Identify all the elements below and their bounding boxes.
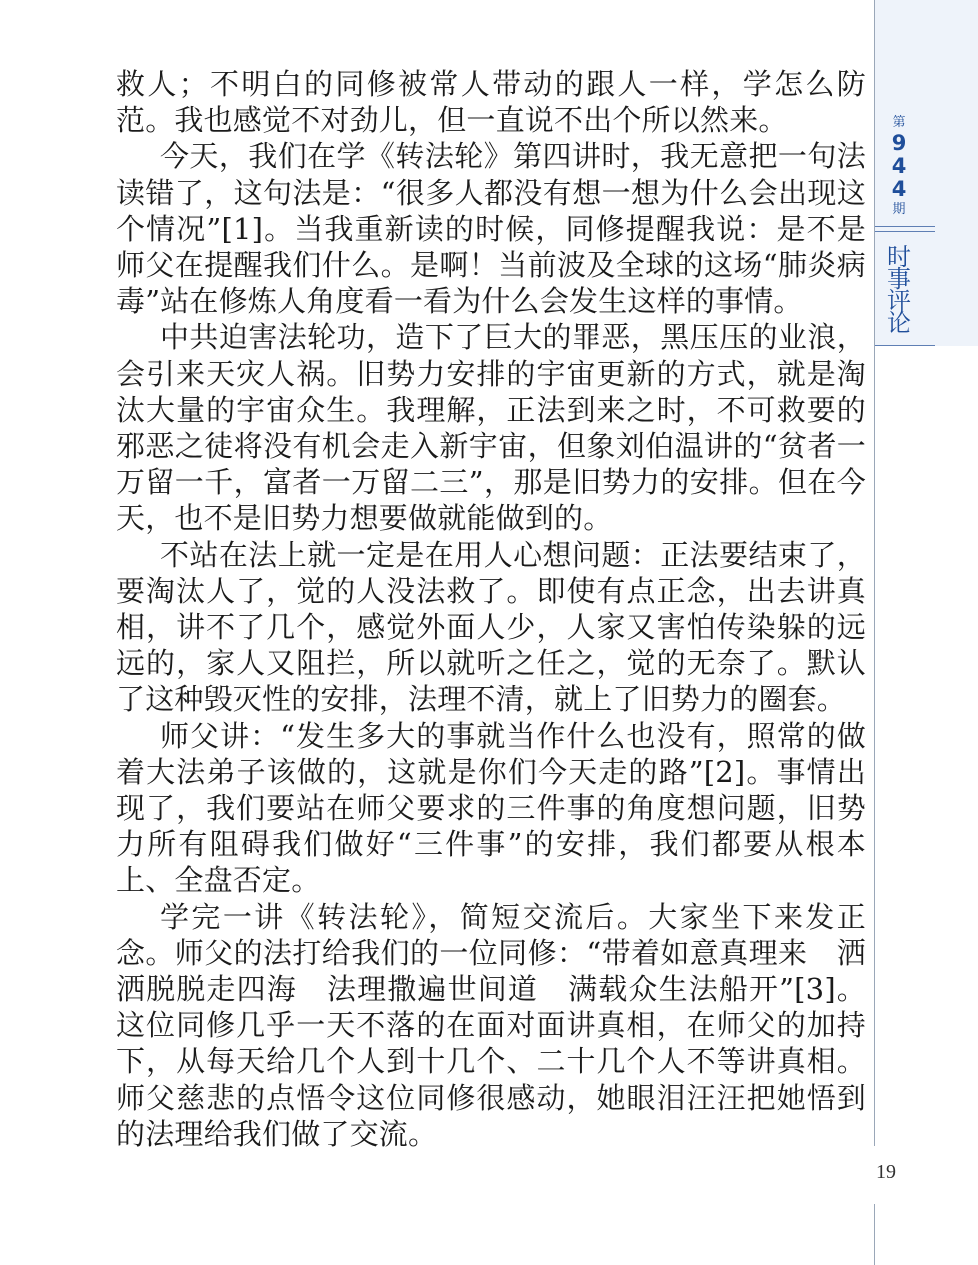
page-number: 19 (876, 1161, 896, 1183)
paragraph: 今天，我们在学《转法轮》第四讲时，我无意把一句法读错了，这句法是：“很多人都没有想一想为什么会出现这个情况”[1]。当我重新读的时候，同修提醒我说：是不是师父在提醒我们什么。是啊！当前波及全球的这场“肺炎病毒”站在修炼人角度看一看为什么会发生这样的事情。 (116, 139, 866, 319)
sidebar-divider-top (875, 226, 935, 227)
issue-number-label (879, 114, 919, 219)
paragraph: 中共迫害法轮功，造下了巨大的罪恶，黑压压的业浪，会引来天灾人祸。旧势力安排的宇宙更新的方式，就是淘汰大量的宇宙众生。我理解，正法到来之时，不可救要的邪恶之徒将没有机会走入新宇宙，但象刘伯温讲的“贫者一万留一千，富者一万留二三”，那是旧势力的安排。但在今天，也不是旧势力想要做就能做到的。 (116, 320, 866, 536)
paragraph: 学完一讲《转法轮》，简短交流后。大家坐下来发正念。师父的法打给我们的一位同修：“带着如意真理来 洒洒脱脱走四海 法理撒遍世间道 满载众生法船开”[3]。这位同修几乎一天不落的在面对面讲真相，在师父的加持下，从每天给几个人到十几个、二十几个人不等讲真相。师父慈悲的点悟令这位同修很感动，她眼泪汪汪把她悟到的法理给我们做了交流。 (116, 899, 866, 1151)
section-title-char: 时 (887, 243, 911, 271)
issue-digit: 4 (891, 154, 907, 178)
issue-prefix: 第 (892, 115, 906, 130)
paragraph: 救人；不明白的同修被常人带动的跟人一样，学怎么防范。我也感觉不对劲儿，但一直说不出个所以然来。 (116, 67, 866, 138)
sidebar-rule-upper (874, 0, 875, 1146)
article-body (116, 66, 866, 1152)
paragraph: 师父讲：“发生多大的事就当作什么也没有，照常的做着大法弟子该做的，这就是你们今天走的路”[2]。事情出现了，我们要站在师父要求的三件事的角度想问题，旧势力所有阻碍我们做好“三件事”的安排，我们都要从根本上、全盘否定。 (116, 718, 866, 898)
paragraph: 不站在法上就一定是在用人心想问题：正法要结束了，要淘汰人了，觉的人没法救了。即使有点正念，出去讲真相，讲不了几个，感觉外面人少，人家又害怕传染躲的远远的，家人又阻拦，所以就听之任之，觉的无奈了。默认了这种毁灭性的安排，法理不清，就上了旧势力的圈套。 (116, 537, 866, 717)
issue-digit: 4 (891, 177, 907, 201)
section-title-char: 评 (887, 287, 911, 315)
sidebar-divider-top-2 (875, 231, 935, 232)
sidebar-rule-lower (874, 1204, 875, 1265)
section-title-char: 论 (887, 309, 911, 337)
section-title-char: 事 (887, 265, 911, 293)
issue-suffix: 期 (892, 202, 906, 217)
section-title (879, 243, 919, 337)
sidebar-divider-bottom (875, 345, 935, 346)
issue-digit: 9 (891, 131, 907, 155)
